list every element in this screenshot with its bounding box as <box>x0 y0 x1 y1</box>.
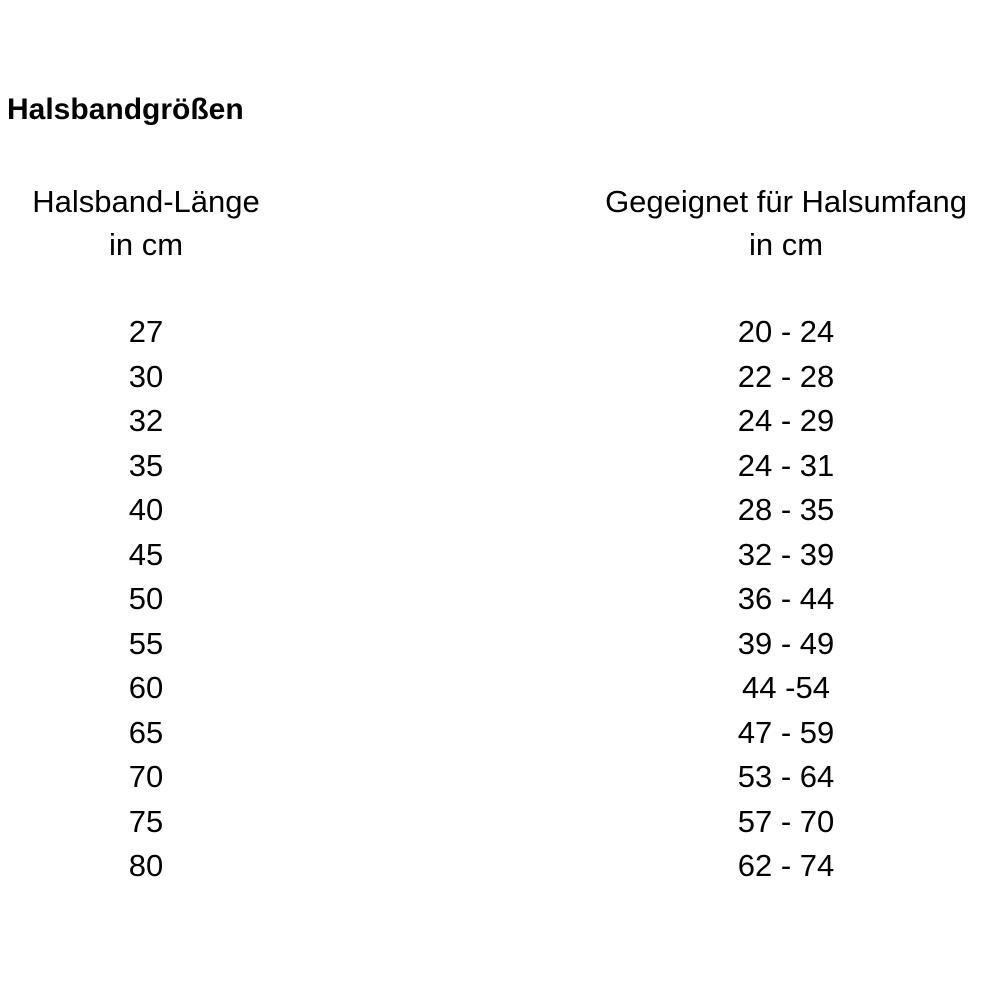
neck-range-cell: 47 - 59 <box>737 714 835 750</box>
table-row <box>0 533 1000 578</box>
table-row <box>0 355 1000 400</box>
collar-length-cell: 50 <box>128 581 164 616</box>
table-row <box>0 488 1000 533</box>
collar-length-cell: 32 <box>128 403 164 438</box>
table-row <box>0 622 1000 667</box>
table-row <box>0 800 1000 845</box>
neck-range-cell: 62 - 74 <box>737 848 835 883</box>
collar-length-cell: 45 <box>128 536 164 572</box>
column-header-neck-circumference-unit: in cm <box>748 227 824 262</box>
neck-range-cell: 53 - 64 <box>737 759 835 794</box>
column-header-neck-circumference <box>575 180 997 266</box>
page-title: Halsbandgrößen <box>7 93 244 126</box>
collar-length-cell: 27 <box>128 314 164 349</box>
collar-length-cell: 65 <box>128 714 164 750</box>
table-row <box>0 755 1000 800</box>
collar-length-cell: 60 <box>128 670 164 705</box>
neck-range-cell: 57 - 70 <box>737 803 835 839</box>
collar-length-cell: 35 <box>128 447 164 483</box>
neck-range-cell: 20 - 24 <box>737 314 835 349</box>
neck-range-cell: 24 - 29 <box>737 403 835 438</box>
neck-range-cell: 44 -54 <box>742 670 830 705</box>
collar-length-cell: 40 <box>128 492 164 527</box>
neck-range-cell: 36 - 44 <box>737 581 835 616</box>
column-header-collar-length-unit: in cm <box>108 227 184 262</box>
neck-range-cell: 32 - 39 <box>737 536 835 572</box>
table-row <box>0 310 1000 355</box>
neck-range-cell: 24 - 31 <box>737 447 835 483</box>
table-row <box>0 844 1000 889</box>
table-row <box>0 666 1000 711</box>
collar-length-cell: 75 <box>128 803 164 839</box>
collar-length-cell: 30 <box>128 358 164 394</box>
table-row <box>0 711 1000 756</box>
column-header-collar-length-label: Halsband-Länge <box>32 184 260 219</box>
collar-length-cell: 80 <box>128 848 164 883</box>
size-table <box>0 310 1000 889</box>
table-row <box>0 577 1000 622</box>
collar-length-cell: 55 <box>128 625 164 661</box>
table-row <box>0 399 1000 444</box>
column-header-collar-length <box>0 180 292 266</box>
neck-range-cell: 22 - 28 <box>737 358 835 394</box>
neck-range-cell: 28 - 35 <box>737 492 835 527</box>
column-header-neck-circumference-label: Gegeignet für Halsumfang <box>605 184 967 219</box>
table-row <box>0 444 1000 489</box>
neck-range-cell: 39 - 49 <box>737 625 835 661</box>
collar-length-cell: 70 <box>128 759 164 794</box>
